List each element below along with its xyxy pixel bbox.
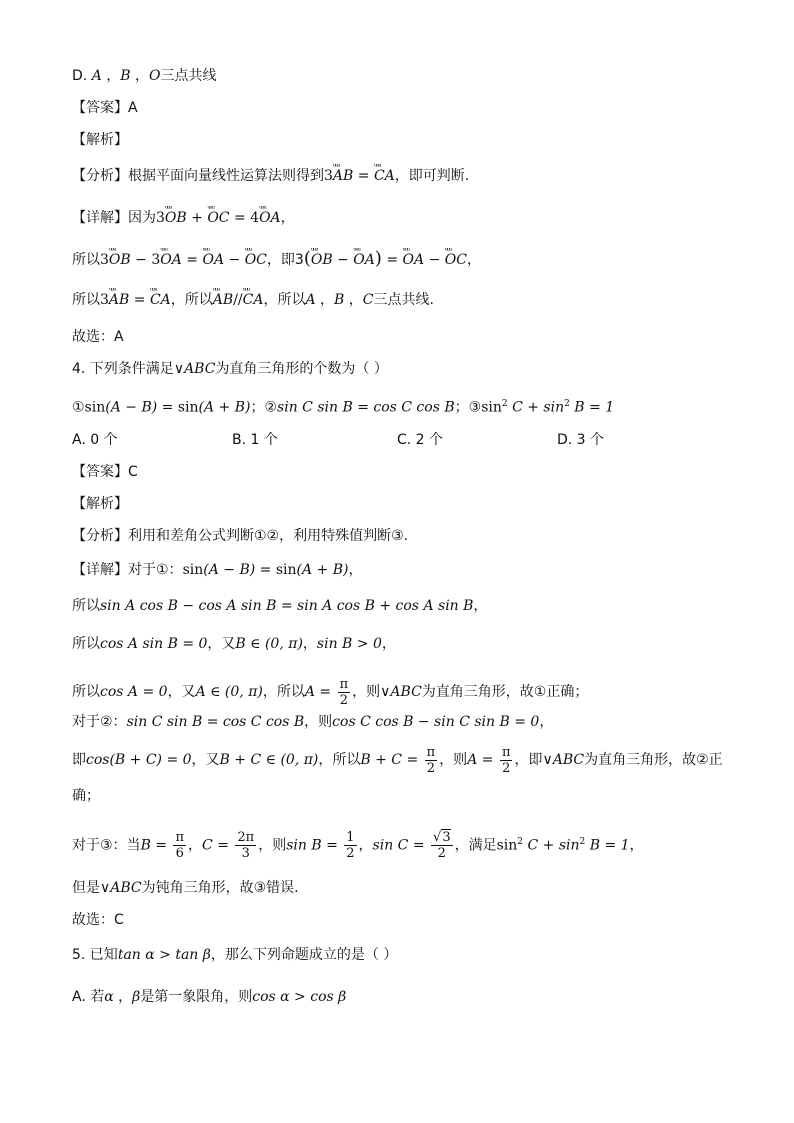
paren: ( (303, 248, 311, 269)
detail-line-3 (72, 290, 734, 310)
sep: ， (358, 837, 373, 854)
circled-1: ① (72, 399, 85, 416)
op: + (186, 210, 208, 226)
answer-value: A (128, 100, 138, 116)
vector-oa: ᵘᵘᵘ OA (259, 208, 281, 228)
expr: = sin (255, 562, 297, 578)
exp: 2 (501, 399, 508, 409)
denominator: 3 (241, 846, 250, 862)
text: ， (348, 562, 363, 578)
vector-ob: ᵘᵘᵘ OB (165, 208, 187, 228)
sep: ， (130, 68, 150, 84)
text: 确； (72, 788, 100, 804)
analysis-tag: 【解析】 (72, 496, 128, 512)
expr: cos C cos B − sin C sin B = 0 (332, 714, 540, 730)
point-o: O (149, 68, 161, 84)
triangle-icon: ∨ (100, 880, 111, 896)
vector-ca: ᵘᵘᵘ CA (150, 290, 171, 310)
text: 所以 (72, 598, 100, 614)
op: = (181, 252, 203, 268)
detail-tag: 【详解】 (72, 210, 128, 226)
point-b: B (120, 68, 131, 84)
expr: sin B > 0 (316, 636, 382, 652)
vector-oc: ᵘᵘᵘ OC (445, 250, 467, 270)
detail-line-2 (72, 249, 734, 270)
numerator: π (339, 676, 349, 692)
option-label: D. (72, 68, 92, 84)
paren: ) (374, 248, 382, 269)
text: ， (473, 598, 488, 614)
text: A. 若 (72, 989, 105, 1005)
vector-oc: ᵘᵘᵘ OC (207, 208, 229, 228)
op: − 3 (130, 252, 161, 268)
expr: B + C = (360, 752, 423, 768)
fn: sin (182, 562, 204, 578)
text: ，则 (258, 837, 287, 854)
text: ，又 (191, 752, 220, 768)
expr: sin B = (286, 837, 343, 854)
vector-oa: ᵘᵘᵘ OA (353, 250, 375, 270)
option-d-line (72, 66, 734, 86)
text: 为直角三角形，故②正 (584, 752, 723, 768)
parallel-sign: // (233, 292, 243, 308)
conditions-line (72, 394, 734, 418)
vector-ab: ᵘᵘᵘ AB (333, 166, 353, 186)
text: 4. 下列条件满足 (72, 361, 174, 377)
triangle-name: ABC (552, 752, 585, 768)
fn: sin (84, 399, 106, 416)
expr: C + sin (507, 399, 565, 416)
text: 三点共线. (373, 292, 434, 308)
text: 所以 (72, 684, 100, 700)
choice-line (72, 327, 734, 347)
option-b: B. 1 个 (232, 432, 278, 448)
vector-oa: ᵘᵘᵘ OA (160, 250, 182, 270)
triangle-icon: ∨ (380, 684, 391, 700)
text: 为直角三角形的个数为（ ） (215, 361, 388, 377)
question-5-option-a (72, 987, 734, 1007)
vector-ca: ᵘᵘᵘ CA (374, 166, 395, 186)
fn: sin (481, 399, 502, 416)
denominator: 6 (175, 846, 184, 862)
point-a: A (91, 68, 102, 84)
numerator: π (426, 744, 436, 760)
sqrt-numerator: √3 (433, 830, 451, 846)
op: − (224, 252, 245, 268)
vector-oa: ᵘᵘᵘ OA (202, 250, 224, 270)
expr: sin C sin B = cos C cos B (277, 399, 455, 416)
fraction (344, 830, 356, 861)
exp: 2 (517, 837, 524, 847)
sep: ， (188, 837, 203, 854)
vector-oc: ᵘᵘᵘ OC (245, 250, 267, 270)
op: = (353, 168, 374, 184)
text: 即 (72, 752, 86, 768)
coef: 3 (100, 252, 109, 268)
triangle-icon: ∨ (173, 361, 185, 377)
answer-tag: 【答案】 (72, 464, 128, 480)
coef: 3 (156, 210, 165, 226)
exp: 2 (579, 837, 586, 847)
op: = (381, 252, 403, 268)
denominator: 2 (502, 760, 511, 776)
text: 对于①： (128, 562, 183, 578)
expr: sin C = (372, 837, 430, 854)
text: ，即可判断. (394, 168, 470, 184)
detail2-line-6 (72, 743, 734, 777)
expr: A ∈ (0, π) (195, 684, 263, 700)
text: 因为 (128, 210, 156, 226)
circled-2: ② (264, 399, 278, 416)
fraction (431, 830, 453, 861)
detail2-line-8 (72, 824, 734, 864)
expr: B ∈ (0, π) (235, 636, 303, 652)
numerator: π (175, 830, 185, 846)
detail2-line-5 (72, 712, 734, 732)
option-c: C. 2 个 (397, 432, 444, 448)
text: ， (381, 636, 396, 652)
detail2-line-7 (72, 786, 734, 806)
text: ，那么下列命题成立的是（ ） (210, 947, 398, 963)
expr: (A − B) (105, 399, 158, 416)
op: − (424, 252, 445, 268)
answer-tag: 【答案】 (72, 100, 128, 116)
sep: ； (250, 399, 265, 416)
expr: cos A = 0 (100, 684, 168, 700)
sep: ， (113, 989, 133, 1005)
sep: ， (344, 292, 363, 308)
text: ，则 (304, 714, 333, 730)
expr: B = (140, 837, 172, 854)
text: 所以 (72, 292, 100, 308)
fraction (235, 830, 256, 861)
question-4 (72, 359, 734, 379)
text: ，又 (167, 684, 196, 700)
expr: A = (467, 752, 498, 768)
text: 为钝角三角形，故③错误. (141, 880, 299, 896)
answer-line-2 (72, 462, 734, 482)
sep: ； (454, 399, 469, 416)
point-c: C (362, 292, 374, 308)
text: ， (539, 714, 554, 730)
text: 为直角三角形，故①正确； (421, 684, 589, 700)
detail-tag: 【详解】 (72, 562, 128, 578)
fenxi-line (72, 166, 734, 186)
text: ， (302, 636, 317, 652)
answer-value: C (128, 464, 138, 480)
triangle-name: ABC (110, 880, 142, 896)
expr: = sin (157, 399, 199, 416)
expr: C + sin (523, 837, 580, 854)
text: ，所以 (318, 752, 361, 768)
text: 是第一象限角，则 (140, 989, 253, 1005)
op: = 4 (229, 210, 260, 226)
denominator: 2 (426, 760, 436, 776)
text: ，所以 (170, 292, 213, 308)
vector-ab: ᵘᵘᵘ AB (109, 290, 129, 310)
analysis-heading-2 (72, 494, 734, 514)
sep: ， (315, 292, 335, 308)
expr: (A − B) (203, 562, 256, 578)
expr: cos A sin B = 0 (100, 636, 208, 652)
text: 对于②： (72, 714, 127, 730)
text: 所以 (72, 252, 100, 268)
detail2-line-9 (72, 878, 734, 898)
vector-ca: ᵘᵘᵘ CA (243, 290, 264, 310)
sep: ， (101, 68, 121, 84)
triangle-name: ABC (184, 361, 216, 377)
expr: tan α > tan β (117, 947, 211, 963)
circled-3: ③ (468, 399, 482, 416)
text: ，即3 (266, 252, 304, 268)
detail2-line-4 (72, 675, 734, 709)
analysis-tag: 【解析】 (72, 132, 128, 148)
denominator: 2 (346, 846, 355, 862)
text: 根据平面向量线性运算法则得到 (128, 168, 324, 184)
text: 对于③：当 (72, 837, 141, 854)
expr: cos(B + C) = 0 (86, 752, 192, 768)
detail2-line-3 (72, 634, 734, 654)
point-a: A (305, 292, 316, 308)
text: ，所以 (262, 684, 305, 700)
expr: C = (202, 837, 234, 854)
text: ，则 (352, 684, 381, 700)
coef: 3 (100, 292, 109, 308)
text: ，所以 (263, 292, 306, 308)
fenxi-tag: 【分析】 (72, 168, 128, 184)
expr: B = 1 (569, 399, 615, 416)
fenxi-line-2 (72, 526, 734, 546)
analysis-heading (72, 130, 734, 150)
detail2-line-2 (72, 596, 734, 616)
expr: sin A cos B − cos A sin B = sin A cos B + cos A sin B (100, 598, 474, 614)
text: ， (629, 837, 644, 854)
detail2-line-1 (72, 560, 734, 580)
expr: sin C sin B = cos C cos B (126, 714, 305, 730)
option-d: D. 3 个 (557, 432, 605, 448)
detail-line-1 (72, 208, 734, 228)
point-b: B (334, 292, 345, 308)
fraction (425, 745, 438, 776)
numerator: π (501, 744, 511, 760)
vector-oa: ᵘᵘᵘ OA (403, 250, 425, 270)
op: = (129, 292, 150, 308)
fenxi-tag: 【分析】 (72, 528, 128, 544)
fraction (500, 745, 513, 776)
text: ，满足 (454, 837, 497, 854)
vector-ab: ᵘᵘᵘ AB (213, 290, 233, 310)
text: 故选：A (72, 329, 124, 345)
denominator: 2 (437, 846, 446, 862)
expr: B = 1 (585, 837, 630, 854)
fraction (338, 677, 351, 708)
option-text: 三点共线 (160, 68, 217, 84)
denominator: 2 (339, 692, 349, 708)
fn: sin (496, 837, 518, 854)
expr: B + C ∈ (0, π) (219, 752, 319, 768)
text: ，则 (439, 752, 468, 768)
numerator: 1 (346, 830, 355, 846)
alpha: α (104, 989, 114, 1005)
text: ， (280, 210, 295, 226)
radicand: 3 (442, 830, 451, 846)
triangle-icon: ∨ (542, 752, 553, 768)
beta: β (132, 989, 141, 1005)
text: 所以 (72, 636, 100, 652)
exp: 2 (564, 399, 570, 409)
text: ，即 (514, 752, 543, 768)
expr: (A + B) (198, 399, 251, 416)
fraction (173, 830, 186, 861)
text: 但是 (72, 880, 100, 896)
question-5 (72, 945, 734, 965)
answer-line (72, 98, 734, 118)
vector-ob: ᵘᵘᵘ OB (311, 250, 333, 270)
text: 5. 已知 (72, 947, 118, 963)
numerator: 2π (237, 830, 255, 846)
text: ， (466, 252, 481, 268)
text: 利用和差角公式判断①②，利用特殊值判断③. (128, 528, 409, 544)
text: 故选：C (72, 912, 124, 928)
text: ，又 (207, 636, 236, 652)
option-a: A. 0 个 (72, 432, 118, 448)
expr: (A + B) (296, 562, 349, 578)
coef: 3 (324, 168, 333, 184)
vector-ob: ᵘᵘᵘ OB (109, 250, 131, 270)
triangle-name: ABC (390, 684, 422, 700)
expr: cos α > cos β (252, 989, 347, 1005)
op: − (332, 252, 354, 268)
expr: A = (304, 684, 336, 700)
choice-line-2 (72, 910, 734, 930)
